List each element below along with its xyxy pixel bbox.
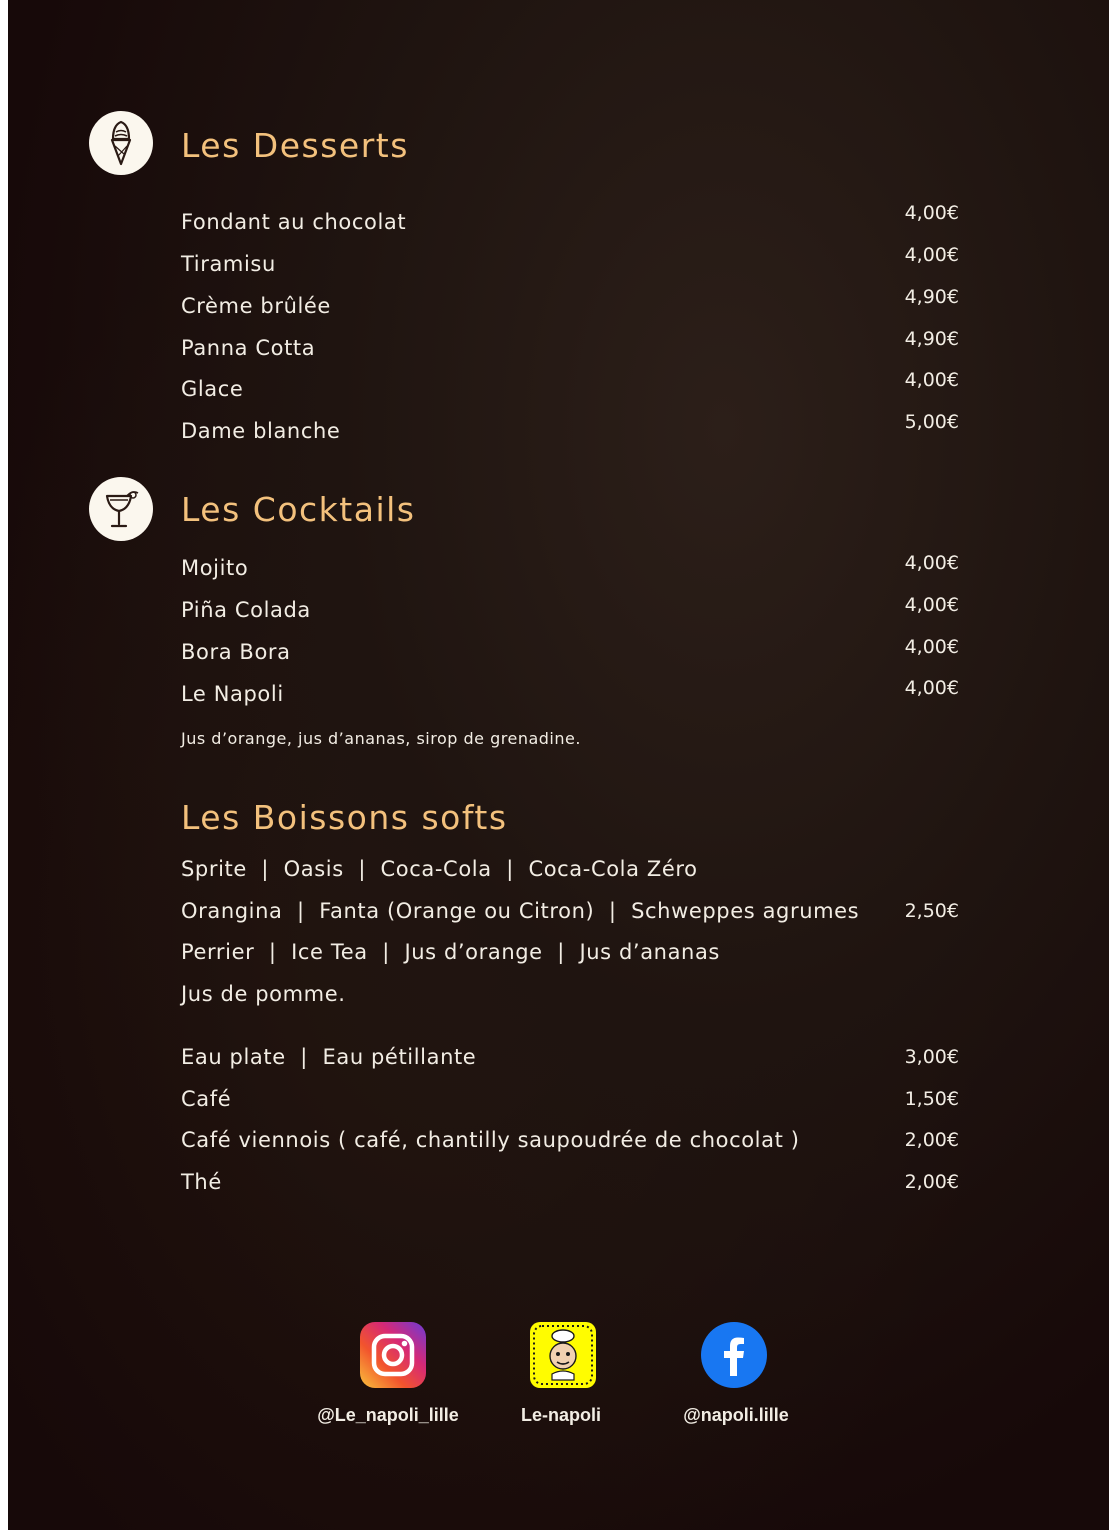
dessert-item-name: Tiramisu [181, 252, 276, 276]
softs-line: Orangina | Fanta (Orange ou Citron) | Schweppes agrumes [181, 899, 860, 923]
cocktail-item-name: Mojito [181, 556, 249, 580]
softs-item-price: 3,00€ [904, 1046, 959, 1068]
menu-page [8, 0, 1109, 1530]
facebook-handle[interactable]: @napoli.lille [683, 1405, 789, 1425]
dessert-item-price: 4,90€ [904, 328, 959, 350]
dessert-item-price: 4,00€ [904, 244, 959, 266]
softs-item-name: Thé [181, 1170, 222, 1194]
dessert-item-price: 4,00€ [904, 369, 959, 391]
softs-item-name: Café [181, 1087, 232, 1111]
softs-line: Jus de pomme. [181, 982, 346, 1006]
softs-line: Perrier | Ice Tea | Jus d’orange | Jus d’ananas [181, 940, 720, 964]
dessert-item-price: 4,00€ [904, 202, 959, 224]
cocktail-item-price: 4,00€ [904, 594, 959, 616]
cocktail-item-price: 4,00€ [904, 636, 959, 658]
desserts-title: Les Desserts [181, 126, 409, 165]
dessert-item-name: Crème brûlée [181, 294, 331, 318]
softs-line: Sprite | Oasis | Coca-Cola | Coca-Cola Zéro [181, 857, 698, 881]
snapchat-icon[interactable] [530, 1322, 596, 1388]
softs-item-price: 1,50€ [904, 1088, 959, 1110]
dessert-item-name: Dame blanche [181, 419, 341, 443]
dessert-item-name: Panna Cotta [181, 336, 316, 360]
cocktail-item-price: 4,00€ [904, 677, 959, 699]
softs-item-price: 2,00€ [904, 1129, 959, 1151]
facebook-icon[interactable] [701, 1322, 767, 1388]
instagram-handle[interactable]: @Le_napoli_lille [317, 1405, 459, 1425]
cocktail-item-name: Bora Bora [181, 640, 291, 664]
softs-item-price: 2,00€ [904, 1171, 959, 1193]
cocktail-item-name: Piña Colada [181, 598, 311, 622]
cocktail-item-price: 4,00€ [904, 552, 959, 574]
softs-item-name: Eau plate | Eau pétillante [181, 1045, 477, 1069]
ice-cream-icon [89, 111, 153, 175]
cocktail-note: Jus d’orange, jus d’ananas, sirop de grenadine. [181, 729, 581, 748]
softs-group-price: 2,50€ [904, 900, 959, 922]
dessert-item-name: Glace [181, 377, 244, 401]
instagram-icon[interactable] [360, 1322, 426, 1388]
dessert-item-price: 5,00€ [904, 411, 959, 433]
softs-title: Les Boissons softs [181, 798, 508, 837]
snapchat-handle[interactable]: Le-napoli [521, 1405, 601, 1425]
softs-item-name: Café viennois ( café, chantilly saupoudrée de chocolat ) [181, 1128, 800, 1152]
cocktail-glass-icon [89, 477, 153, 541]
dessert-item-price: 4,90€ [904, 286, 959, 308]
cocktails-title: Les Cocktails [181, 490, 416, 529]
cocktail-item-name: Le Napoli [181, 682, 284, 706]
dessert-item-name: Fondant au chocolat [181, 210, 407, 234]
